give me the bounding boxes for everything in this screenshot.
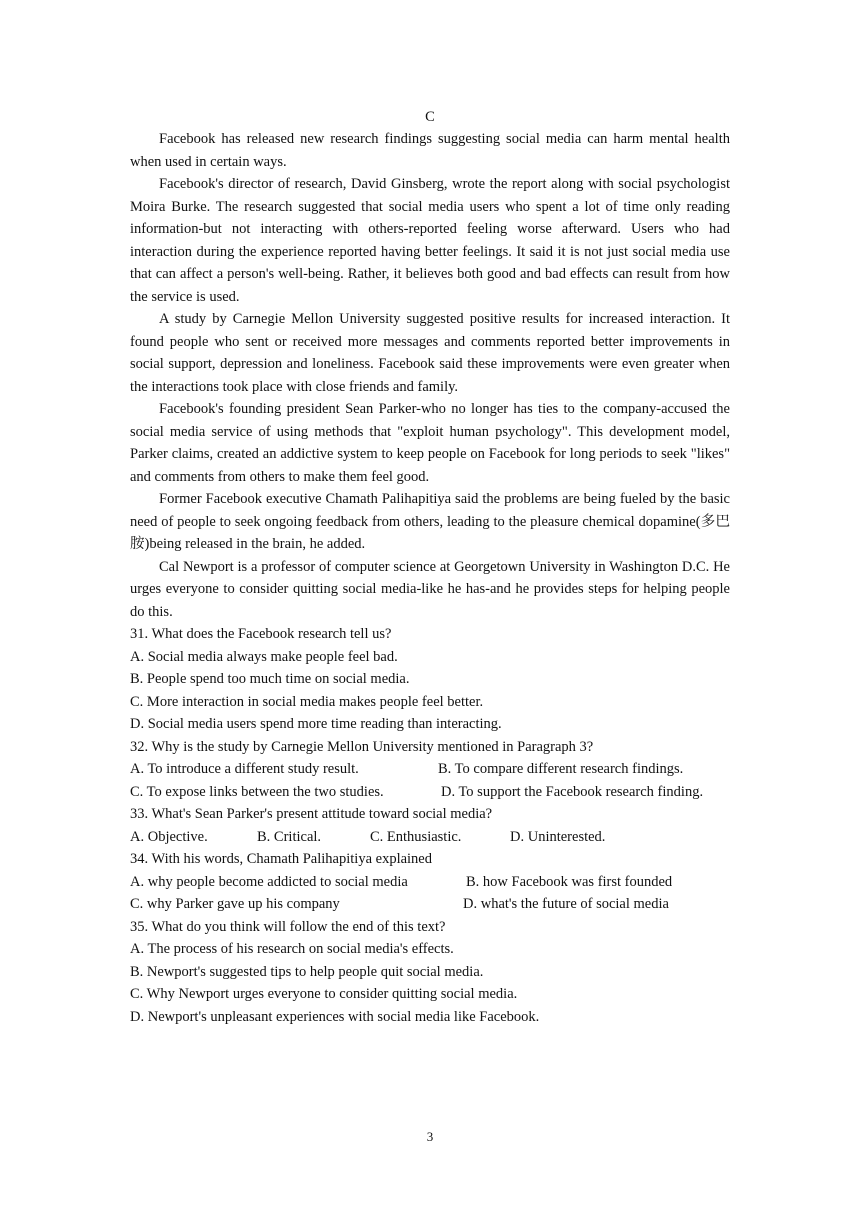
paragraph-5: Former Facebook executive Chamath Palihapitiya said the problems are being fueled by the basic need of people to seek ongoing feedback from others, leading to the pleasure chemical dopamine(多巴胺)being released in the brain, he added. xyxy=(130,491,730,552)
question-32-options-row-1 xyxy=(130,758,730,781)
paragraph-1: Facebook has released new research findings suggesting social media can harm mental health when used in certain ways. xyxy=(130,131,730,170)
question-35-option-b: B. Newport's suggested tips to help people quit social media. xyxy=(130,963,484,980)
question-33-option-b: B. Critical. xyxy=(257,828,322,845)
paragraph-4: Facebook's founding president Sean Parker-who no longer has ties to the company-accused the social media service of using methods that "exploit human psychology". This development model, Parker claims, created an addictive system to keep people on Facebook for long periods to seek "likes" and comments from others to make them feel good. xyxy=(130,401,730,485)
question-33-option-d: D. Uninterested. xyxy=(510,828,606,845)
question-34-options-row-1 xyxy=(130,871,730,894)
question-31-option-c: C. More interaction in social media makes people feel better. xyxy=(130,693,484,710)
question-35-option-a: A. The process of his research on social media's effects. xyxy=(130,941,454,957)
question-33-option-a: A. Objective. xyxy=(130,828,208,845)
question-34-option-a: A. why people become addicted to social media xyxy=(130,873,408,890)
question-33-stem: 33. What's Sean Parker's present attitude toward social media? xyxy=(130,806,493,822)
question-32-options-row-2 xyxy=(130,781,730,804)
paragraph-6: Cal Newport is a professor of computer science at Georgetown University in Washington D.C. He urges everyone to consider quitting social media-like he has-and he provides steps for helping people do this. xyxy=(130,558,730,620)
question-34-options-row-2 xyxy=(130,893,730,916)
question-32-option-d: D. To support the Facebook research finding. xyxy=(441,783,704,800)
question-33-option-c: C. Enthusiastic. xyxy=(370,828,462,845)
page-number: 3 xyxy=(426,1129,434,1144)
question-32-option-a: A. To introduce a different study result. xyxy=(130,761,359,777)
question-34-option-b: B. how Facebook was first founded xyxy=(466,873,673,890)
question-35-option-c: C. Why Newport urges everyone to consider quitting social media. xyxy=(130,986,518,1002)
passage-and-questions xyxy=(130,128,730,1028)
question-32-option-b: B. To compare different research findings. xyxy=(438,761,684,777)
question-31-option-d: D. Social media users spend more time reading than interacting. xyxy=(130,716,502,732)
question-35-option-d: D. Newport's unpleasant experiences with social media like Facebook. xyxy=(130,1008,540,1025)
question-34-option-c: C. why Parker gave up his company xyxy=(130,896,340,912)
question-31-option-b: B. People spend too much time on social media. xyxy=(130,671,410,687)
question-34-stem: 34. With his words, Chamath Palihapitiya explained xyxy=(130,851,432,867)
question-32-stem: 32. Why is the study by Carnegie Mellon University mentioned in Paragraph 3? xyxy=(130,738,594,755)
question-34-option-d: D. what's the future of social media xyxy=(463,896,669,912)
question-33-options-row xyxy=(130,826,730,849)
question-31-stem: 31. What does the Facebook research tell us? xyxy=(130,626,392,642)
section-label: C xyxy=(425,109,435,125)
question-32-option-c: C. To expose links between the two studies. xyxy=(130,783,384,800)
paragraph-2: Facebook's director of research, David Ginsberg, wrote the report along with social psychologist Moira Burke. The research suggested that social media users who spent a lot of time only reading information-but not interacting with others-reported feeling worse afterward. Users who had interaction during the experience reported having better feelings. It said it is not just social media use that can affect a person's well-being. Rather, it believes both good and bad effects can result from how the service is used. xyxy=(130,176,730,305)
question-35-stem: 35. What do you think will follow the end of this text? xyxy=(130,918,446,935)
question-31-option-a: A. Social media always make people feel bad. xyxy=(130,648,398,665)
paragraph-3: A study by Carnegie Mellon University suggested positive results for increased interaction. It found people who sent or received more messages and comments reported better improvements in social support, depression and loneliness. Facebook said these improvements were even greater when the interactions took place with close friends and family. xyxy=(130,311,730,395)
